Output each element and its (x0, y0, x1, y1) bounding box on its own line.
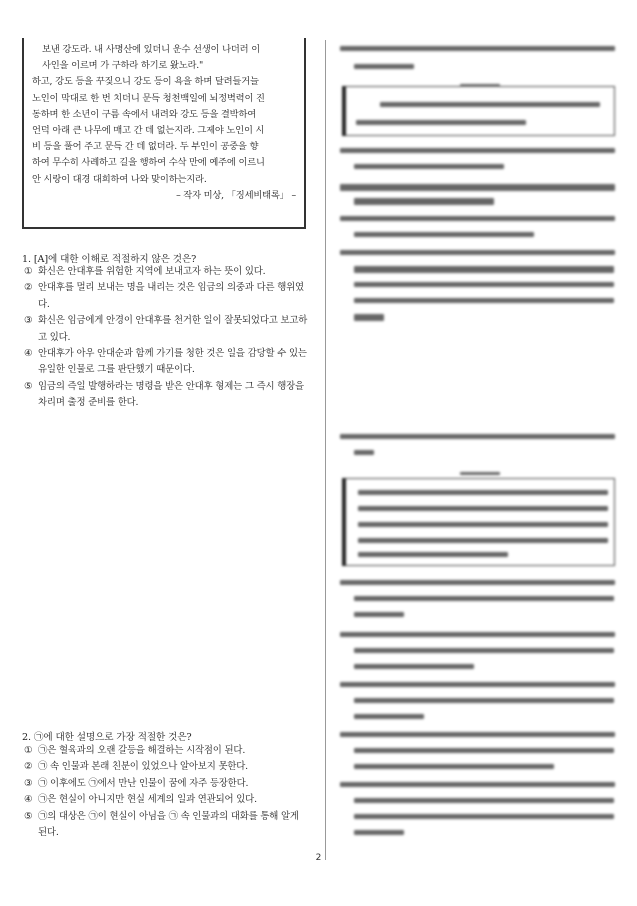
choice-item[interactable] (24, 776, 308, 792)
choice-number: ① (24, 745, 33, 756)
choice-number: ④ (24, 348, 33, 360)
choice-text: ㉠ 이후에도 ㉠에서 만난 인물이 꿈에 자주 등장한다. (38, 777, 249, 789)
choice-item[interactable] (24, 313, 308, 346)
choice-number: ⑤ (24, 810, 33, 822)
choice-number: ③ (24, 777, 33, 789)
passage-box (22, 38, 306, 229)
obscured-box (342, 86, 615, 136)
choice-item[interactable] (24, 346, 308, 379)
choice-text: ㉠은 현실이 아니지만 현실 세계의 일과 연관되어 있다. (38, 794, 257, 806)
choice-item[interactable] (24, 743, 308, 759)
question-2-choices (24, 743, 308, 841)
question-1-title: 1. [A]에 대한 이해로 적절하지 않은 것은? (22, 254, 197, 265)
passage-line: 언덕 아래 큰 나무에 매고 간 데 없는지라. 그제야 노인이 시 (32, 125, 265, 137)
question-1-choices (24, 264, 308, 412)
passage-line: 노인이 막대로 한 번 치더니 문득 청천백일에 뇌정벽력이 진 (32, 92, 265, 104)
passage-line: 비 등을 풀어 주고 문득 간 데 없더라. 두 부인이 공중을 향 (32, 141, 259, 153)
question-2-title: 2. ㉠에 대한 설명으로 가장 적절한 것은? (22, 732, 192, 743)
choice-number: ④ (24, 794, 33, 806)
passage-line: 안 시랑이 대경 대희하여 나와 맞이하는지라. (32, 173, 207, 185)
passage-line: 하여 무수히 사례하고 길을 행하여 수삭 만에 예주에 이르니 (32, 157, 265, 169)
choice-number: ③ (24, 315, 33, 327)
choice-text: 임금의 즉일 발행하라는 명령을 받은 안대후 형제는 그 즉시 행장을 차리며 출정 준비를 한다. (38, 380, 304, 409)
obscured-question-4 (340, 430, 620, 850)
choice-text: 안대후가 아우 안대순과 함께 가기를 청한 것은 일을 감당할 수 있는 유일한 인물로 그를 판단했기 때문이다. (38, 348, 307, 376)
choice-item[interactable] (24, 379, 308, 412)
choice-number: ② (24, 761, 33, 773)
column-divider (325, 40, 326, 860)
choice-item[interactable] (24, 759, 308, 775)
choice-item[interactable] (24, 280, 308, 313)
choice-text: ㉠은 혈육과의 오랜 갈등을 해결하는 시작점이 된다. (38, 745, 246, 756)
choice-item[interactable] (24, 264, 308, 280)
passage-line: 하고, 강도 등을 꾸짖으니 강도 등이 욕을 하며 달려들거늘 (32, 76, 259, 88)
obscured-question-3 (340, 40, 620, 340)
choice-number: ⑤ (24, 380, 33, 392)
choice-number: ② (24, 282, 33, 294)
choice-item[interactable] (24, 792, 308, 808)
passage-line: 사인을 이르며 가 구하라 하기로 왔노라." (42, 60, 204, 72)
choice-text: 화신은 안대후를 위험한 지역에 보내고자 하는 뜻이 있다. (38, 266, 266, 277)
choice-item[interactable] (24, 809, 308, 842)
choice-text: 안대후를 멀리 보내는 명을 내리는 것은 임금의 의중과 다른 행위였다. (38, 282, 304, 310)
page-number: 2 (315, 853, 322, 863)
passage-line: 동하며 한 소년이 구름 속에서 내려와 강도 등을 결박하여 (32, 108, 257, 120)
choice-number: ① (24, 266, 33, 277)
choice-text: 화신은 임금에게 안경이 안대후를 천거한 일이 잘못되었다고 보고하고 있다. (38, 315, 308, 343)
passage-source: – 작자 미상, 「징세비태록」 – (176, 189, 296, 201)
choice-text: ㉠의 대상은 ㉠이 현실이 아님을 ㉠ 속 인물과의 대화를 통해 알게 된다. (38, 810, 299, 839)
passage-line: 보낸 강도라. 내 사명산에 있더니 운수 선생이 나더러 이 (42, 44, 260, 55)
choice-text: ㉠ 속 인물과 본래 친분이 있었으나 알아보지 못한다. (38, 761, 248, 773)
